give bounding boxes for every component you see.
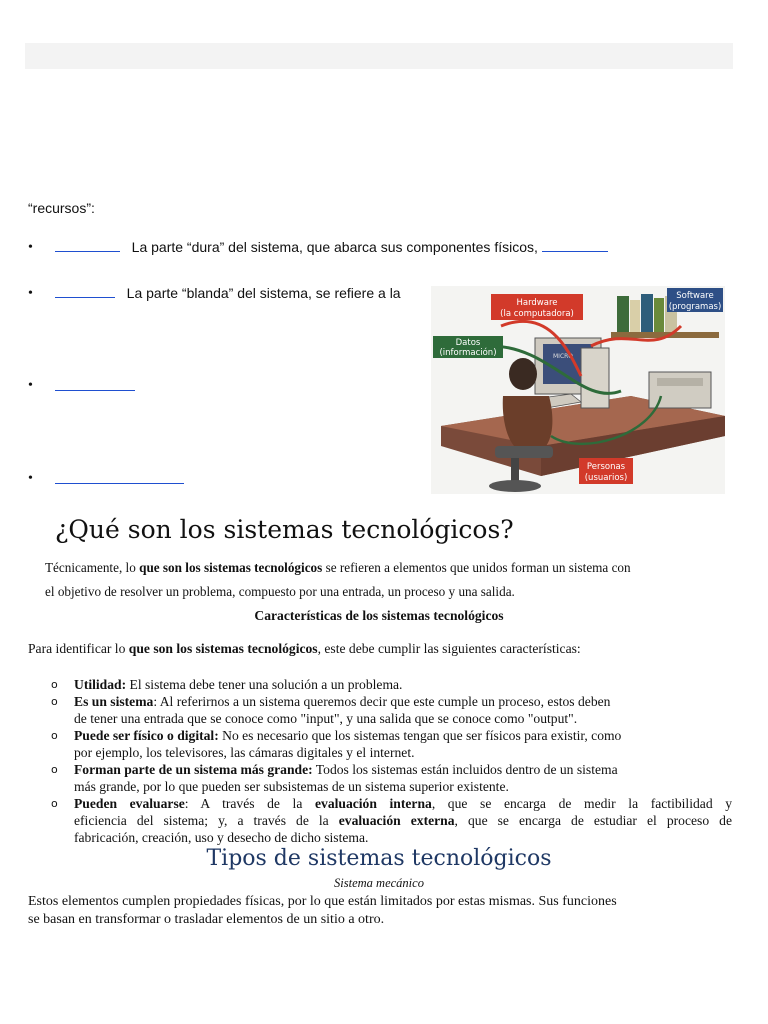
list-item: [28, 761, 732, 795]
tipos-paragraph: [28, 893, 738, 929]
bullet-text: La parte “dura” del sistema, que abarca sus componentes físicos,: [131, 239, 538, 255]
item-text: No es necesario que los sistemas tengan que ser físicos para existir, como: [218, 728, 622, 743]
blank-link[interactable]: [542, 239, 608, 252]
personas-sub: (usuarios): [584, 473, 628, 483]
p2: el objetivo de resolver un problema, compuesto por una entrada, un proceso y una salida.: [45, 584, 515, 599]
circle-bullet: o: [51, 678, 58, 691]
recursos-label: “recursos”:: [28, 200, 95, 216]
item-text: fabricación, creación, uso y desecho de dicho sistema.: [74, 830, 369, 845]
blank-link[interactable]: [55, 378, 135, 391]
item-text: eficiencia del sistema; y, a través de la: [74, 813, 339, 828]
section-title: [55, 515, 514, 544]
list-item: [28, 727, 732, 761]
item-bold: Es un sistema: [74, 694, 154, 709]
bullet-mark: •: [28, 240, 33, 255]
computer-system-illustration: [431, 286, 725, 494]
item-bold: Pueden evaluarse: [74, 796, 185, 811]
item-text: más grande, por lo que pueden ser subsistemas de un sistema superior existente.: [74, 779, 509, 794]
intro-bold: que son los sistemas tecnológicos: [128, 641, 318, 656]
item-text: de tener una entrada que se conoce como "input", y una salida que se conoce como "output".: [74, 711, 578, 726]
circle-bullet: o: [51, 729, 58, 742]
item-bold: evaluación interna: [314, 796, 432, 811]
item-bold: evaluación externa: [338, 813, 455, 828]
intro-pre: Para identificar lo: [28, 641, 129, 656]
item-bold: Puede ser físico o digital:: [74, 728, 219, 743]
characteristics-list: [28, 676, 732, 846]
intro-post: , este debe cumplir las siguientes características:: [317, 641, 581, 656]
characteristics-intro: [28, 641, 581, 657]
p1-pre: Técnicamente, lo: [45, 560, 140, 575]
tipos-subtitle: Sistema mecánico: [334, 876, 424, 890]
bullet-item-software: [55, 285, 421, 301]
hardware-label: Hardware: [516, 298, 558, 308]
definition-paragraph: [45, 556, 745, 604]
circle-bullet: o: [51, 797, 58, 810]
hardware-sub: (la computadora): [500, 309, 574, 319]
item-bold: Forman parte de un sistema más grande:: [74, 762, 313, 777]
bullet-mark: •: [28, 471, 33, 486]
software-label: Software: [676, 291, 714, 301]
item-text: : A través de la: [184, 796, 315, 811]
p1-post: se refieren a elementos que unidos forman un sistema con: [322, 560, 631, 575]
characteristics-heading-text: Características de los sistemas tecnológicos: [254, 608, 504, 623]
bullet-text: La parte “blanda” del sistema, se refiere a la: [126, 285, 401, 301]
illustration-svg: [431, 286, 725, 494]
tipos-line: Estos elementos cumplen propiedades físicas, por lo que están limitados por estas mismas. Sus funciones: [28, 894, 617, 909]
blank-link[interactable]: [55, 471, 184, 484]
list-item: [28, 676, 732, 693]
blank-link[interactable]: [55, 285, 115, 298]
item-text: , que se encarga de estudiar el proceso de: [454, 813, 733, 828]
bullet-mark: •: [28, 378, 33, 393]
item-text: : Al referirnos a un sistema queremos decir que este cumple un proceso, estos deben: [153, 694, 611, 709]
item-text: , que se encarga de medir la factibilidad y: [431, 796, 733, 811]
page-title: ¿Qué son los sistemas tecnológicos?: [55, 515, 514, 544]
software-sub: (programas): [668, 302, 722, 312]
list-item: [28, 693, 732, 727]
characteristics-heading: [0, 608, 758, 624]
circle-bullet: o: [51, 695, 58, 708]
bullet-mark: •: [28, 286, 33, 301]
datos-label: Datos: [455, 338, 481, 348]
top-bar: [25, 43, 733, 69]
personas-label: Personas: [586, 462, 626, 472]
tipos-line: se basan en transformar o trasladar elementos de un sitio a otro.: [28, 912, 385, 927]
item-text: El sistema debe tener una solución a un problema.: [129, 677, 403, 692]
bullet-item-datos: [55, 378, 135, 396]
item-bold: Utilidad:: [74, 677, 127, 692]
monitor-label: MICRO: [553, 353, 574, 360]
item-text: por ejemplo, los televisores, las cámaras digitales y el internet.: [74, 745, 415, 760]
datos-sub: (información): [439, 348, 497, 358]
list-item: [28, 795, 732, 846]
circle-bullet: o: [51, 763, 58, 776]
p1-bold: que son los sistemas tecnológicos: [139, 560, 323, 575]
item-text: Todos los sistemas están incluidos dentro de un sistema: [312, 762, 618, 777]
blank-link[interactable]: [55, 239, 120, 252]
tipos-title: Tipos de sistemas tecnológicos: [206, 846, 552, 871]
bullet-item-personas: [55, 471, 184, 489]
bullet-item-hardware: [55, 239, 608, 255]
